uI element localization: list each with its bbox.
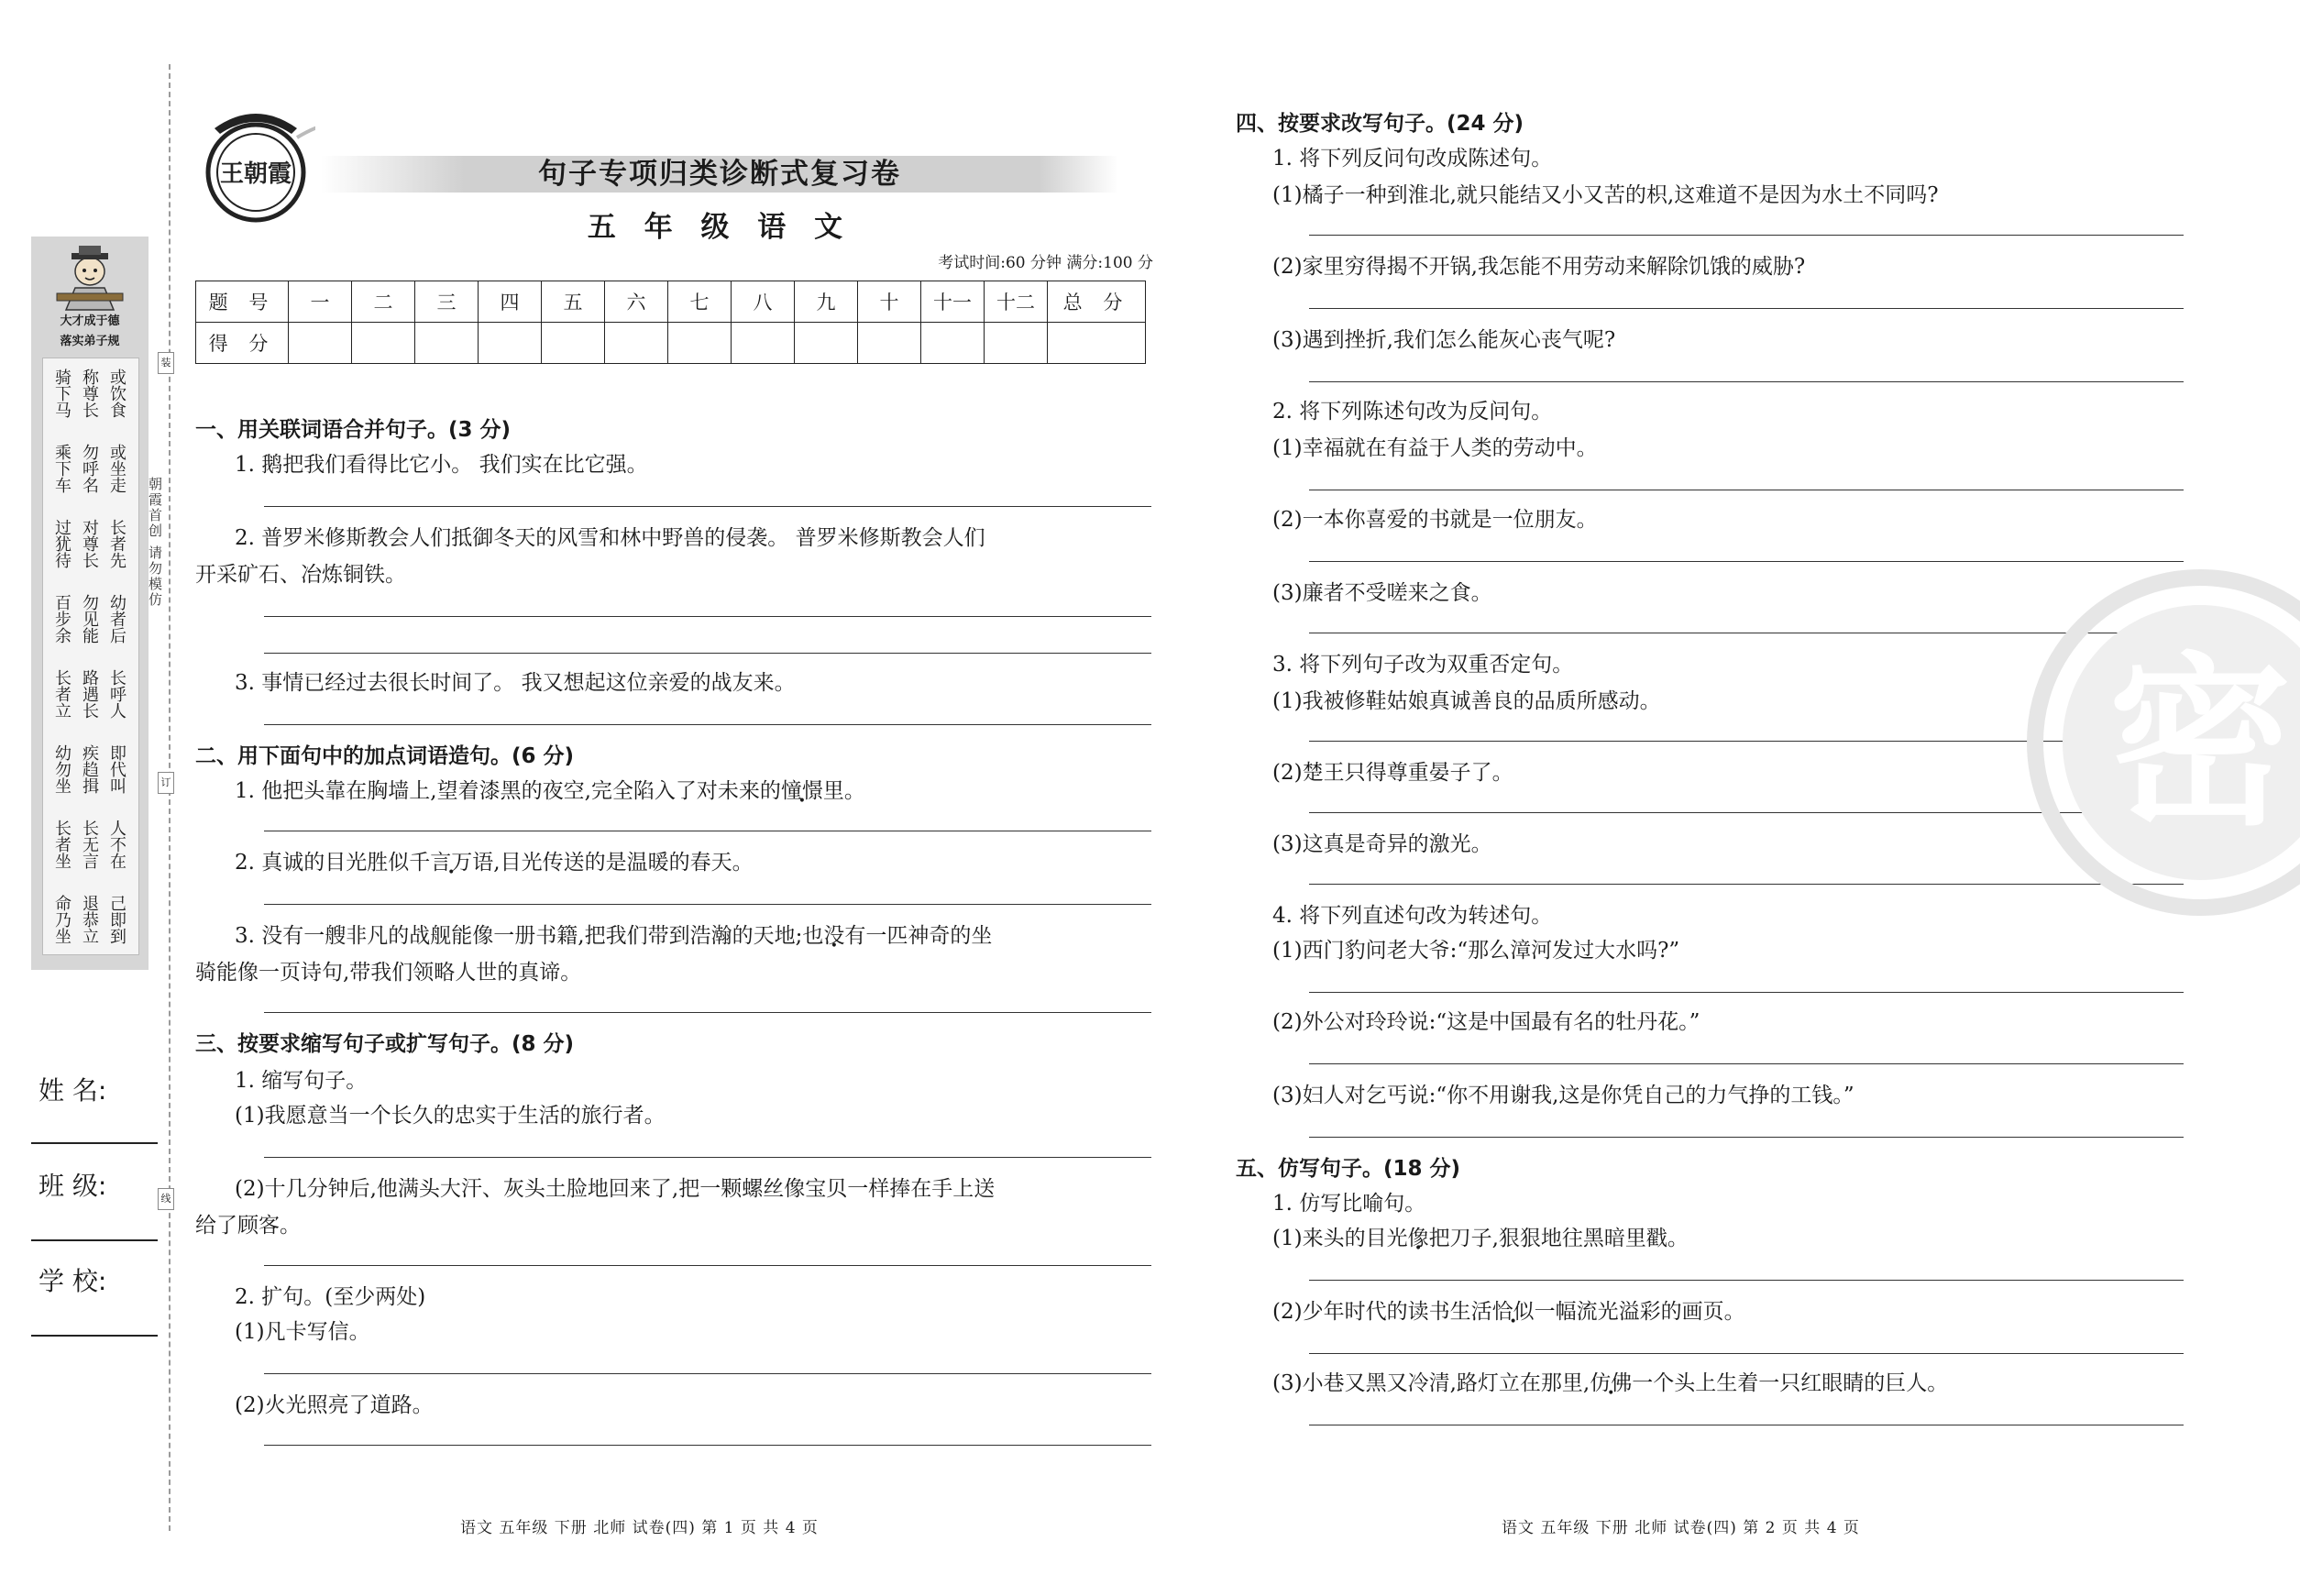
publisher-logo-icon <box>196 101 315 229</box>
seal-text: 密 <box>2107 637 2293 851</box>
question-text: 1. 将下列反问句改成陈述句。 <box>1272 147 1553 171</box>
score-cell[interactable] <box>858 323 921 364</box>
dotted-word: 像 <box>1407 1227 1429 1250</box>
question-text: (1)凡卡写信。 <box>235 1320 370 1344</box>
question-part: ,目光传送的是温暖的春天。 <box>493 851 754 875</box>
question-text: 1. 鹅把我们看得比它小。 我们实在比它强。 <box>235 453 648 477</box>
answer-line[interactable] <box>264 904 1151 905</box>
question-text: 4. 将下列直述句改为转述句。 <box>1272 904 1553 928</box>
answer-line[interactable] <box>264 506 1151 507</box>
question-text: (3)遇到挫折,我们怎么能灰心丧气呢? <box>1272 328 1616 352</box>
section-heading: 五、仿写句子。(18 分) <box>1236 1157 1461 1181</box>
rule-text: 过犹待 <box>52 519 72 568</box>
score-cell[interactable] <box>732 323 795 364</box>
column-header: 二 <box>352 281 415 323</box>
question-text: 1. 仿写比喻句。 <box>1272 1192 1426 1216</box>
rule-text: 勿见能 <box>80 594 99 644</box>
dotted-word: 恰似 <box>1491 1300 1535 1324</box>
question-text: (3)妇人对乞丐说:“你不用谢我,这是你凭自己的力气挣的工钱。” <box>1272 1084 1854 1107</box>
column-header: 五 <box>542 281 605 323</box>
row-header: 得 分 <box>196 323 289 364</box>
column-header: 十 <box>858 281 921 323</box>
question-text: 3. 将下列句子改为双重否定句。 <box>1272 653 1574 677</box>
column-header: 一 <box>289 281 352 323</box>
question-text: (1)我被修鞋姑娘真诚善良的品质所感动。 <box>1272 689 1661 713</box>
rule-text: 百步余 <box>52 594 72 644</box>
question-part: (3)小巷又黑又冷清,路灯立在那里, <box>1272 1371 1590 1395</box>
name-label: 姓 名: <box>39 1075 107 1106</box>
binding-fold-line <box>169 64 171 1531</box>
dotted-word: 也没有 <box>802 924 866 948</box>
question-part: 2. 真诚的目光胜似 <box>235 851 410 875</box>
rule-text: 长呼人 <box>107 669 127 719</box>
question-text <box>235 845 754 875</box>
copyright-note: 朝霞首创 请勿模仿 <box>147 477 163 608</box>
question-text: (1)橘子一种到淮北,就只能结又小又苦的枳,这难道不是因为水土不同吗? <box>1272 183 1939 207</box>
exam-info: 考试时间:60 分钟 满分:100 分 <box>938 254 1153 272</box>
score-cell[interactable] <box>605 323 668 364</box>
dotted-word: 憧憬 <box>780 779 823 803</box>
rule-text: 幼勿坐 <box>52 744 72 794</box>
question-text <box>1272 1366 1948 1396</box>
page-footer-right: 语文 五年级 下册 北师 试卷(四) 第 2 页 共 4 页 <box>1502 1519 1860 1537</box>
class-label: 班 级: <box>39 1171 107 1201</box>
column-header: 十一 <box>921 281 985 323</box>
rule-text: 幼者后 <box>107 594 127 644</box>
page-footer-left: 语文 五年级 下册 北师 试卷(四) 第 1 页 共 4 页 <box>460 1519 819 1537</box>
question-text: (2)一本你喜爱的书就是一位朋友。 <box>1272 508 1598 532</box>
score-table <box>195 281 1146 364</box>
answer-line[interactable] <box>264 653 1151 654</box>
table-row <box>196 323 1146 364</box>
score-cell[interactable] <box>795 323 858 364</box>
logo-text: 王朝霞 <box>219 160 292 188</box>
total-header: 总 分 <box>1048 281 1146 323</box>
question-text <box>1272 1221 1689 1251</box>
question-text: (3)廉者不受嗟来之食。 <box>1272 581 1492 605</box>
school-label: 学 校: <box>39 1266 107 1296</box>
column-header: 七 <box>668 281 732 323</box>
question-text: 开采矿石、冶炼铜铁。 <box>195 563 406 587</box>
question-text: 给了顾客。 <box>195 1214 301 1238</box>
question-text: (1)我愿意当一个长久的忠实于生活的旅行者。 <box>235 1104 666 1128</box>
column-header: 八 <box>732 281 795 323</box>
question-text: (1)幸福就在有益于人类的劳动中。 <box>1272 436 1598 460</box>
question-part: (1)来头的目光 <box>1272 1227 1408 1250</box>
answer-line[interactable] <box>264 1157 1151 1158</box>
score-cell[interactable] <box>479 323 542 364</box>
school-field[interactable] <box>31 1335 158 1337</box>
question-part: 把刀子,狠狠地往黑暗里戳。 <box>1428 1227 1689 1250</box>
dotted-word: 仿佛 <box>1590 1371 1633 1395</box>
rule-text: 或饮食 <box>107 369 127 418</box>
rule-text: 勿呼名 <box>80 444 99 493</box>
question-text: 2. 普罗米修斯教会人们抵御冬天的风雪和林中野兽的侵袭。 普罗米修斯教会人们 <box>235 526 985 550</box>
question-text <box>235 919 992 949</box>
score-cell[interactable] <box>352 323 415 364</box>
question-part: 一个头上生着一只红眼睛的巨人。 <box>1632 1371 1949 1395</box>
confidential-seal-icon <box>2026 568 2300 917</box>
rule-text: 退恭立 <box>80 895 99 944</box>
section-heading: 一、用关联词语合并句子。(3 分) <box>195 418 512 442</box>
answer-line[interactable] <box>1309 992 2184 993</box>
answer-line[interactable] <box>264 616 1151 617</box>
question-text: 1. 缩写句子。 <box>235 1069 368 1093</box>
rule-text: 乘下车 <box>52 444 72 493</box>
rule-text: 人不在 <box>107 820 127 869</box>
score-cell[interactable] <box>985 323 1048 364</box>
motto-line: 落实弟子规 <box>60 335 120 348</box>
rule-text: 长者坐 <box>52 820 72 869</box>
answer-line[interactable] <box>264 1012 1151 1013</box>
rule-text: 长者先 <box>107 519 127 568</box>
question-text: 2. 扩句。(至少两处) <box>235 1285 426 1309</box>
class-field[interactable] <box>31 1239 158 1241</box>
question-text: (2)外公对玲玲说:“这是中国最有名的牡丹花。” <box>1272 1010 1700 1034</box>
question-text: (2)家里穷得揭不开锅,我怎能不用劳动来解除饥饿的威胁? <box>1272 255 1806 279</box>
rule-text: 骑下马 <box>52 369 72 418</box>
answer-line[interactable] <box>1309 561 2184 562</box>
answer-line[interactable] <box>1309 381 2184 382</box>
motto <box>31 312 149 352</box>
answer-line[interactable] <box>264 1373 1151 1374</box>
column-header: 六 <box>605 281 668 323</box>
question-part: 一匹神奇的坐 <box>865 924 993 948</box>
motto-line: 大才成于德 <box>60 314 120 328</box>
rule-text: 长者立 <box>52 669 72 719</box>
answer-line[interactable] <box>1309 1353 2184 1354</box>
rule-text: 命乃坐 <box>52 895 72 944</box>
column-header: 十二 <box>985 281 1048 323</box>
score-cell[interactable] <box>415 323 479 364</box>
question-text: 骑能像一页诗句,带我们领略人世的真谛。 <box>195 961 582 985</box>
row-header: 题 号 <box>196 281 289 323</box>
dotted-word: 千言万语 <box>409 851 494 875</box>
page-title: 句子专项归类诊断式复习卷 <box>538 158 901 191</box>
question-text: (2)楚王只得尊重晏子了。 <box>1272 761 1513 785</box>
column-header: 四 <box>479 281 542 323</box>
question-text <box>1272 1294 1745 1325</box>
question-text: (2)火光照亮了道路。 <box>235 1393 434 1417</box>
column-header: 三 <box>415 281 479 323</box>
rule-text: 己即到 <box>107 895 127 944</box>
score-cell[interactable] <box>668 323 732 364</box>
question-text: 3. 事情已经过去很长时间了。 我又想起这位亲爱的战友来。 <box>235 671 796 695</box>
scholar-mascot-icon <box>48 240 132 312</box>
rule-text: 即代叫 <box>107 744 127 794</box>
question-part: 1. 他把头靠在胸墙上,望着漆黑的夜空,完全陷入了对未来的 <box>235 779 781 803</box>
score-cell[interactable] <box>1048 323 1146 364</box>
table-row <box>196 281 1146 323</box>
question-text: (2)十几分钟后,他满头大汗、灰头土脸地回来了,把一颗螺丝像宝贝一样捧在手上送 <box>235 1177 996 1201</box>
question-part: (2)少年时代的读书生活 <box>1272 1300 1492 1324</box>
section-heading: 三、按要求缩写句子或扩写句子。(8 分) <box>195 1032 575 1056</box>
question-text <box>235 774 865 804</box>
rule-text: 或坐走 <box>107 444 127 493</box>
answer-line[interactable] <box>1309 1280 2184 1281</box>
question-part: 里。 <box>822 779 865 803</box>
answer-line[interactable] <box>1309 308 2184 309</box>
answer-line[interactable] <box>264 1445 1151 1446</box>
answer-line[interactable] <box>264 724 1151 725</box>
binding-mark: 订 <box>158 772 174 794</box>
question-text: (3)这真是奇异的激光。 <box>1272 832 1492 856</box>
rule-text: 称尊长 <box>80 369 99 418</box>
score-cell[interactable] <box>921 323 985 364</box>
answer-line[interactable] <box>264 1265 1151 1266</box>
rule-text: 对尊长 <box>80 519 99 568</box>
answer-line[interactable] <box>1309 1137 2184 1138</box>
question-text: 2. 将下列陈述句改为反问句。 <box>1272 400 1553 424</box>
question-text: (1)西门豹问老大爷:“那么漳河发过大水吗?” <box>1272 939 1680 963</box>
rule-text: 疾趋揖 <box>80 744 99 794</box>
rule-text: 长无言 <box>80 820 99 869</box>
answer-line[interactable] <box>1309 235 2184 236</box>
page-subtitle: 五 年 级 语 文 <box>587 211 853 244</box>
column-header: 九 <box>795 281 858 323</box>
binding-mark: 装 <box>158 352 174 374</box>
question-part: 一幅流光溢彩的画页。 <box>1534 1300 1745 1324</box>
score-cell[interactable] <box>542 323 605 364</box>
binding-mark: 线 <box>158 1188 174 1210</box>
rule-text: 路遇长 <box>80 669 99 719</box>
answer-line[interactable] <box>1309 1063 2184 1064</box>
section-heading: 二、用下面句中的加点词语造句。(6 分) <box>195 744 575 768</box>
score-cell[interactable] <box>289 323 352 364</box>
name-field[interactable] <box>31 1142 158 1144</box>
section-heading: 四、按要求改写句子。(24 分) <box>1236 112 1524 136</box>
question-part: 3. 没有一艘非凡的战舰能像一册书籍,把我们带到浩瀚的天地; <box>235 924 803 948</box>
